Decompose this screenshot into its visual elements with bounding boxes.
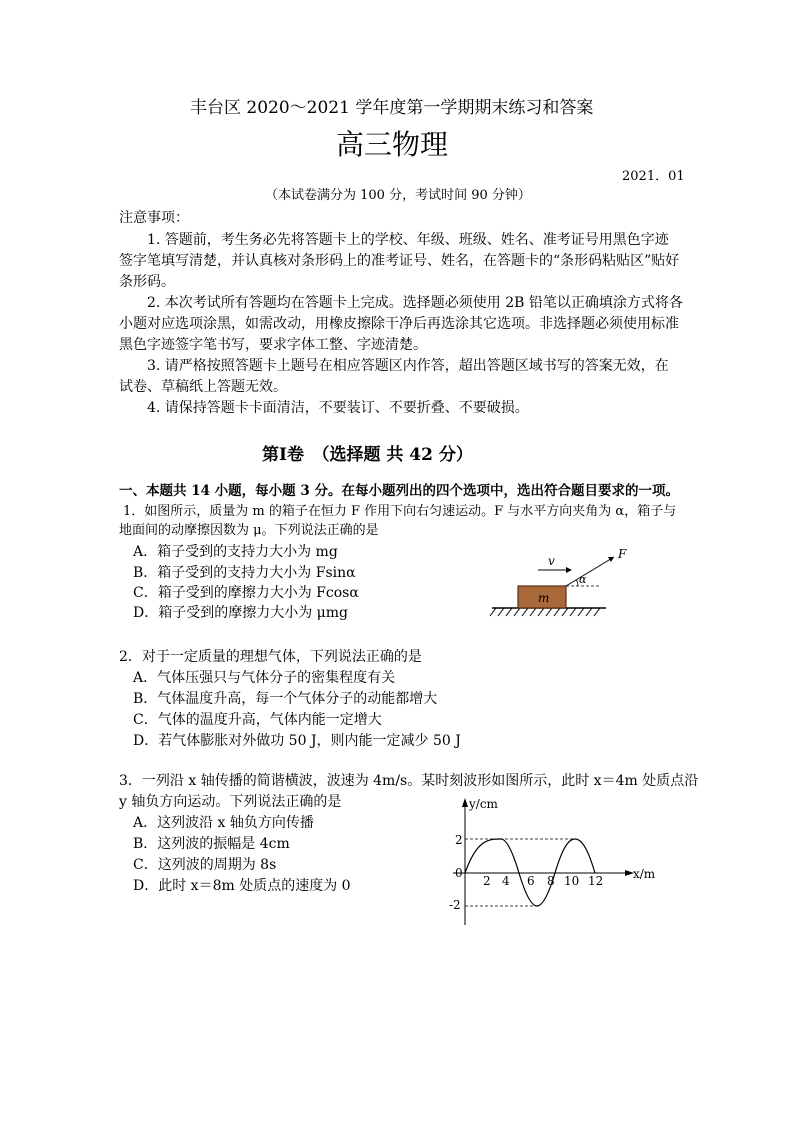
q2-option-b: B．气体温度升高，每一个气体分子的动能都增大	[133, 691, 438, 707]
instruction-line: 试卷、草稿纸上答题无效。	[119, 379, 287, 395]
x-tick: 12	[588, 874, 604, 888]
subject-title: 高三物理	[336, 128, 449, 161]
x-tick: 4	[502, 874, 510, 888]
q2-stem: 2．对于一定质量的理想气体，下列说法正确的是	[119, 649, 422, 665]
q1-option-d: D．箱子受到的摩擦力大小为 μmg	[133, 605, 349, 621]
force-label: F	[618, 547, 627, 561]
q3-stem: y 轴负方向运动。下列说法正确的是	[119, 794, 342, 810]
part1-title: 第Ⅰ卷 （选择题 共 42 分）	[262, 445, 473, 465]
x-tick: 8	[547, 874, 555, 888]
instruction-line: 1. 答题前，考生务必先将答题卡上的学校、年级、班级、姓名、准考证号用黑色字迹	[147, 232, 669, 248]
q2-option-c: C．气体的温度升高，气体内能一定增大	[133, 712, 382, 728]
instructions-heading: 注意事项：	[119, 210, 189, 226]
q3-option-c: C．这列波的周期为 8s	[133, 857, 277, 873]
exam-note: （本试卷满分为 100 分，考试时间 90 分钟）	[265, 188, 531, 203]
x-tick: 2	[483, 874, 491, 888]
instruction-line: 2. 本次考试所有答题均在答题卡上完成。选择题必须使用 2B 铅笔以正确填涂方式将各	[147, 295, 683, 311]
y-tick-2: 2	[455, 833, 463, 847]
exam-date: 2021．01	[622, 169, 685, 184]
y-axis-label: y/cm	[469, 797, 498, 811]
q3-stem: 3．一列沿 x 轴传播的简谐横波，波速为 4m/s。某时刻波形如图所示，此时 x＝4m 处质点沿	[119, 773, 699, 789]
q3-option-a: A．这列波沿 x 轴负方向传播	[133, 815, 314, 831]
velocity-label: v	[548, 554, 555, 568]
instruction-line: 小题对应选项涂黑，如需改动，用橡皮擦除干净后再选涂其它选项。非选择题必须使用标准	[119, 316, 679, 332]
q3-option-d: D．此时 x＝8m 处质点的速度为 0	[133, 878, 351, 894]
q1-option-b: B．箱子受到的支持力大小为 Fsinα	[133, 565, 356, 581]
q2-option-a: A．气体压强只与气体分子的密集程度有关	[133, 670, 396, 686]
box-mass-label: m	[538, 591, 550, 605]
q3-option-b: B．这列波的振幅是 4cm	[133, 836, 290, 852]
q1-figure	[488, 540, 638, 620]
y-tick-neg2: -2	[449, 898, 461, 912]
section-heading: 一、本题共 14 小题，每小题 3 分。在每小题列出的四个选项中，选出符合题目要求的一项。	[119, 483, 679, 499]
q1-option-a: A．箱子受到的支持力大小为 mg	[133, 544, 338, 560]
instruction-line: 黑色字迹签字笔书写，要求字体工整、字迹清楚。	[119, 337, 427, 353]
q1-stem: 地面间的动摩擦因数为 μ。下列说法正确的是	[119, 523, 379, 538]
angle-label: α	[579, 573, 587, 586]
exam-title: 丰台区 2020～2021 学年度第一学期期末练习和答案	[190, 98, 594, 118]
q2-option-d: D．若气体膨胀对外做功 50 J，则内能一定减少 50 J	[133, 733, 461, 749]
x-axis-label: x/m	[633, 867, 656, 881]
instruction-line: 3. 请严格按照答题卡上题号在相应答题区内作答，超出答题区域书写的答案无效，在	[147, 358, 669, 374]
x-tick: 6	[527, 874, 535, 888]
instruction-line: 4. 请保持答题卡卡面清洁，不要装订、不要折叠、不要破损。	[147, 400, 529, 416]
q1-option-c: C．箱子受到的摩擦力大小为 Fcosα	[133, 585, 359, 601]
instruction-line: 条形码。	[119, 274, 175, 290]
q1-stem: 1．如图所示，质量为 m 的箱子在恒力 F 作用下向右匀速运动。F 与水平方向夹角为 α，箱子与	[123, 504, 677, 519]
x-tick: 10	[564, 874, 580, 888]
q3-wave-figure	[445, 795, 665, 930]
origin-label: 0	[455, 866, 463, 880]
instruction-line: 签字笔填写清楚，并认真核对条形码上的准考证号、姓名，在答题卡的“条形码粘贴区”贴好	[119, 253, 680, 269]
